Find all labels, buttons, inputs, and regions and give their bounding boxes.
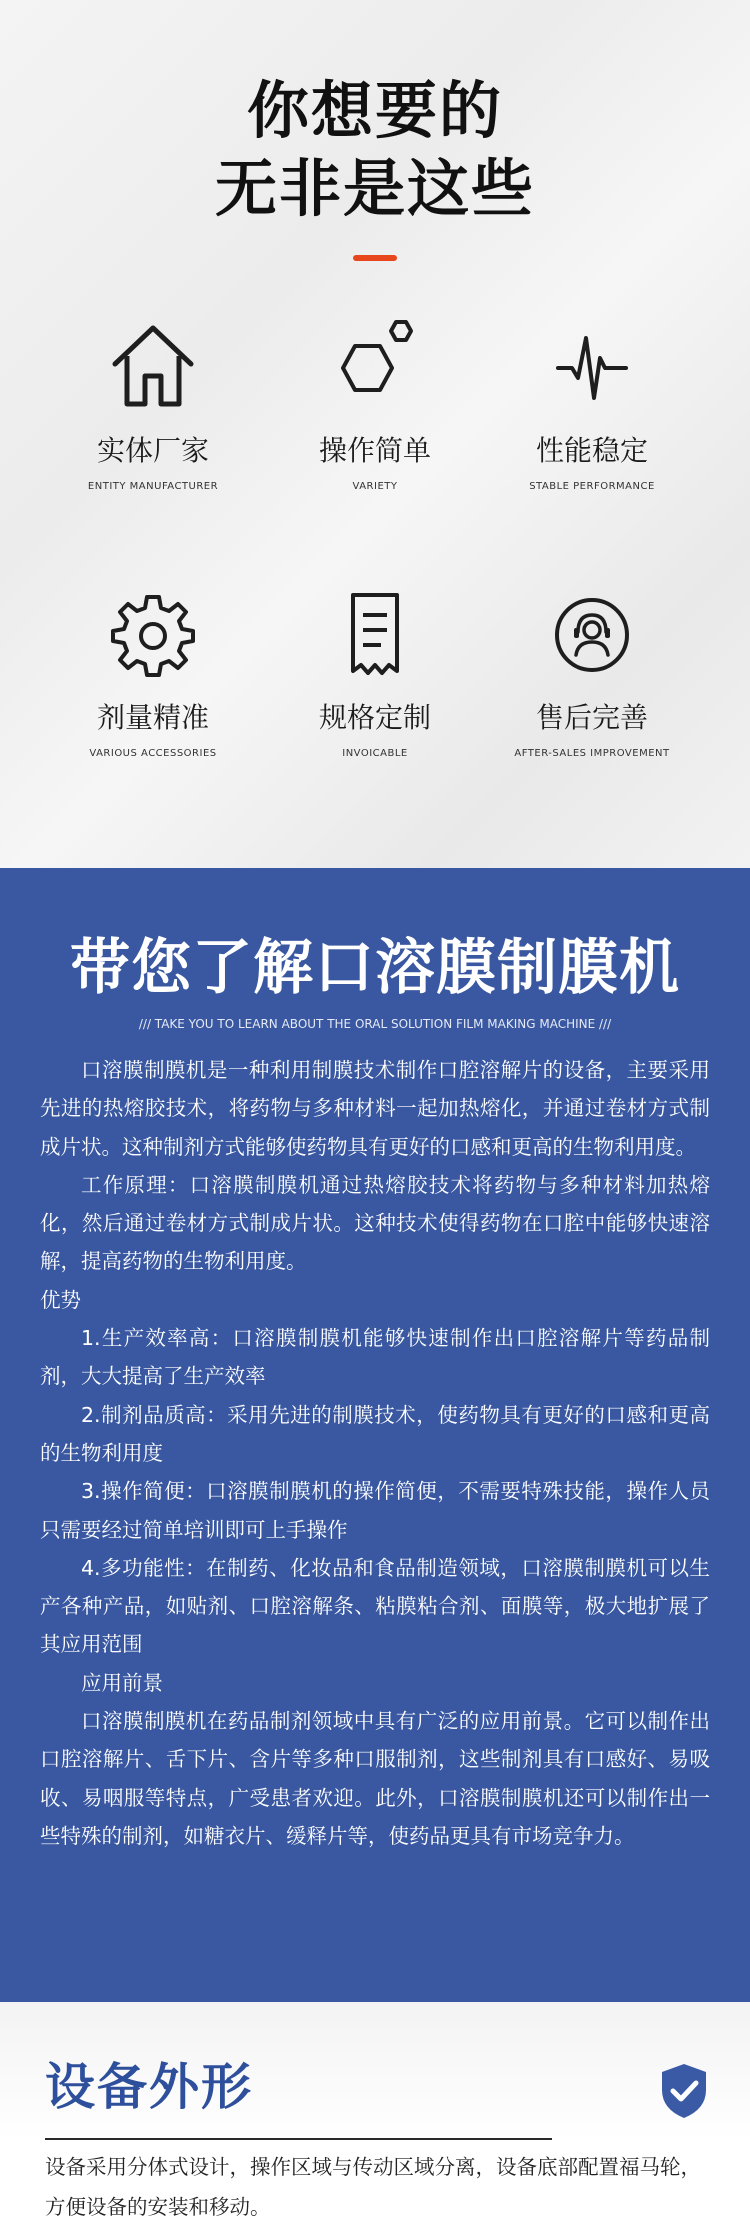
advantage-item: 2.制剂品质高：采用先进的制膜技术，使药物具有更好的口感和更高的生物利用度: [40, 1402, 710, 1465]
pulse-icon: [542, 318, 642, 418]
feature-label: 实体厂家: [96, 434, 209, 467]
receipt-icon: [325, 585, 425, 685]
gear-icon: [103, 585, 203, 685]
intro-section: [0, 868, 750, 2002]
hero-title: [0, 72, 750, 228]
intro-paragraph: 口溶膜制膜机是一种利用制膜技术制作口腔溶解片的设备，主要采用先进的热熔胶技术，将药物与多种材料一起加热熔化，并通过卷材方式制成片状。这种制剂方式能够使药物具有更好的口感和更高的生物利用度。: [40, 1058, 710, 1159]
advantages-heading: 优势: [40, 1287, 81, 1312]
title-underline: [45, 2138, 552, 2140]
hero-title-line1: 你想要的: [246, 74, 503, 147]
intro-subtitle: /// TAKE YOU TO LEARN ABOUT THE ORAL SOLUTION FILM MAKING MACHINE ///: [138, 1017, 612, 1031]
feature-sublabel: AFTER-SALES IMPROVEMENT: [514, 748, 670, 759]
prospects-heading: 应用前景: [81, 1670, 163, 1695]
feature-label: 操作简单: [318, 434, 431, 467]
feature-label: 性能稳定: [535, 434, 648, 467]
advantage-item: 1.生产效率高：口溶膜制膜机能够快速制作出口腔溶解片等药品制剂，大大提高了生产效率: [40, 1326, 710, 1389]
hero-title-line2: 无非是这些: [214, 152, 535, 225]
intro-body: [40, 1051, 710, 1855]
feature-sublabel: VARIOUS ACCESSORIES: [89, 748, 217, 759]
feature-sublabel: VARIETY: [352, 481, 398, 492]
feature-label: 剂量精准: [96, 701, 209, 734]
house-icon: [103, 318, 203, 418]
shield-check-icon: [659, 2062, 709, 2120]
accent-divider: [353, 255, 397, 261]
appearance-title: 设备外形: [45, 2058, 253, 2116]
appearance-section: [0, 2002, 750, 2233]
headset-icon: [542, 585, 642, 685]
advantage-item: 4.多功能性：在制药、化妆品和食品制造领域，口溶膜制膜机可以生产各种产品，如贴剂、口腔溶解条、粘膜粘合剂、面膜等，极大地扩展了其应用范围: [40, 1555, 710, 1657]
feature-label: 规格定制: [318, 701, 431, 734]
intro-title: 带您了解口溶膜制膜机: [70, 933, 680, 1003]
appearance-description: 设备采用分体式设计，操作区域与传动区域分离，设备底部配置福马轮，方便设备的安装和移动。: [45, 2155, 701, 2219]
feature-sublabel: STABLE PERFORMANCE: [529, 481, 655, 492]
intro-paragraph: 工作原理：口溶膜制膜机通过热熔胶技术将药物与多种材料加热熔化，然后通过卷材方式制成片状。这种技术使得药物在口腔中能够快速溶解，提高药物的生物利用度。: [40, 1172, 710, 1274]
feature-sublabel: ENTITY MANUFACTURER: [87, 481, 219, 492]
feature-sublabel: INVOICABLE: [342, 748, 408, 759]
hexagon-icon: [325, 318, 425, 418]
features-section: [0, 0, 750, 868]
advantage-item: 3.操作简便：口溶膜制膜机的操作简便，不需要特殊技能，操作人员只需要经过简单培训即可上手操作: [40, 1479, 710, 1542]
feature-label: 售后完善: [535, 701, 648, 734]
intro-paragraph: 口溶膜制膜机在药品制剂领域中具有广泛的应用前景。它可以制作出口腔溶解片、舌下片、含片等多种口服制剂，这些制剂具有口感好、易吸收、易咽服等特点，广受患者欢迎。此外，口溶膜制膜机还可以制作出一些特殊的制剂，如糖衣片、缓释片等，使药品更具有市场竞争力。: [40, 1709, 710, 1848]
